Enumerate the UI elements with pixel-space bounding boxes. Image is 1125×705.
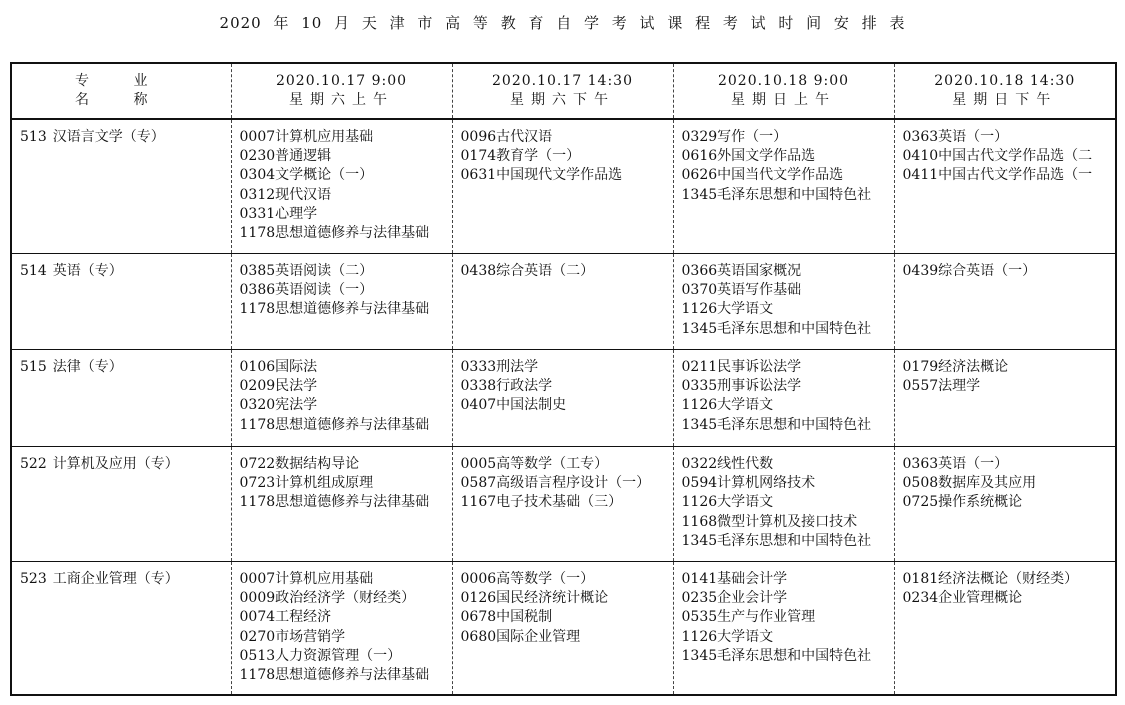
course-item: 0179经济法概论 bbox=[902, 359, 1009, 375]
header-major-line2: 名 称 bbox=[75, 92, 168, 108]
course-item: 0366英语国家概况 bbox=[681, 263, 802, 279]
table-row bbox=[11, 447, 1116, 562]
session-cell bbox=[452, 119, 673, 254]
major-name: 英语（专） bbox=[52, 263, 123, 279]
course-item: 0074工程经济 bbox=[239, 609, 332, 626]
course-item: 0407中国法制史 bbox=[460, 397, 567, 414]
major-code: 513 bbox=[20, 129, 47, 145]
session-time: 2020.10.18 14:30 bbox=[934, 73, 1076, 89]
course-item: 1345毛泽东思想和中国特色社 bbox=[681, 416, 872, 433]
course-item: 0513人力资源管理（一） bbox=[239, 647, 402, 664]
course-item: 0439综合英语（一） bbox=[902, 263, 1037, 279]
course-list bbox=[453, 120, 673, 186]
course-item: 0333刑法学 bbox=[460, 359, 539, 375]
course-item: 0181经济法概论（财经类） bbox=[902, 571, 1079, 587]
course-item: 0557法理学 bbox=[902, 378, 981, 395]
course-list bbox=[895, 254, 1116, 281]
course-list bbox=[453, 254, 673, 281]
course-item: 1345毛泽东思想和中国特色社 bbox=[681, 320, 872, 337]
course-list bbox=[674, 447, 894, 551]
course-item: 0725操作系统概论 bbox=[902, 494, 1023, 511]
course-list bbox=[674, 120, 894, 205]
header-row bbox=[11, 63, 1116, 119]
session-cell bbox=[673, 447, 894, 562]
course-item: 1178思想道德修养与法律基础 bbox=[239, 494, 430, 511]
course-item: 1178思想道德修养与法律基础 bbox=[239, 416, 430, 433]
session-cell bbox=[673, 562, 894, 696]
course-item: 1178思想道德修养与法律基础 bbox=[239, 667, 430, 684]
header-session-4 bbox=[894, 63, 1116, 119]
course-item: 0329写作（一） bbox=[681, 129, 788, 145]
course-list bbox=[895, 447, 1116, 513]
course-list bbox=[232, 254, 452, 320]
course-list bbox=[232, 120, 452, 243]
course-list bbox=[453, 447, 673, 513]
session-cell bbox=[452, 447, 673, 562]
session-time: 2020.10.17 14:30 bbox=[492, 73, 633, 89]
table-row bbox=[11, 254, 1116, 350]
major-cell bbox=[11, 350, 231, 447]
course-item: 1178思想道德修养与法律基础 bbox=[239, 301, 430, 318]
header-major-line1: 专 业 bbox=[75, 73, 168, 89]
course-item: 0126国民经济统计概论 bbox=[460, 590, 609, 607]
course-item: 1345毛泽东思想和中国特色社 bbox=[681, 647, 872, 664]
session-cell bbox=[231, 447, 452, 562]
course-item: 1126大学语文 bbox=[681, 301, 774, 318]
major-cell bbox=[11, 562, 231, 696]
course-item: 0385英语阅读（二） bbox=[239, 263, 374, 279]
session-cell bbox=[452, 350, 673, 447]
course-item: 0235企业会计学 bbox=[681, 590, 788, 607]
course-item: 0230普通逻辑 bbox=[239, 148, 332, 165]
session-cell bbox=[452, 562, 673, 696]
major-label bbox=[12, 120, 231, 147]
course-item: 0370英语写作基础 bbox=[681, 282, 802, 299]
session-cell bbox=[673, 254, 894, 350]
course-item: 0338行政法学 bbox=[460, 378, 553, 395]
course-item: 0411中国古代文学作品选（一 bbox=[902, 167, 1093, 184]
major-name: 工商企业管理（专） bbox=[52, 571, 179, 587]
course-item: 1126大学语文 bbox=[681, 628, 774, 645]
session-cell bbox=[894, 447, 1116, 562]
course-item: 0631中国现代文学作品选 bbox=[460, 167, 623, 184]
header-session-2 bbox=[452, 63, 673, 119]
course-item: 0270市场营销学 bbox=[239, 628, 346, 645]
course-item: 0322线性代数 bbox=[681, 456, 774, 472]
course-item: 1345毛泽东思想和中国特色社 bbox=[681, 186, 872, 203]
session-time: 2020.10.17 9:00 bbox=[275, 73, 408, 89]
course-item: 0312现代汉语 bbox=[239, 186, 332, 203]
session-cell bbox=[673, 119, 894, 254]
course-item: 1178思想道德修养与法律基础 bbox=[239, 225, 430, 242]
major-name: 法律（专） bbox=[52, 359, 123, 375]
session-cell bbox=[231, 350, 452, 447]
course-item: 0006高等数学（一） bbox=[460, 571, 595, 587]
session-cell bbox=[894, 119, 1116, 254]
course-item: 1168微型计算机及接口技术 bbox=[681, 513, 858, 530]
course-item: 0363英语（一） bbox=[902, 129, 1009, 145]
course-item: 0234企业管理概论 bbox=[902, 590, 1023, 607]
session-time: 2020.10.18 9:00 bbox=[717, 73, 850, 89]
table-row bbox=[11, 119, 1116, 254]
session-cell bbox=[231, 119, 452, 254]
course-item: 0678中国税制 bbox=[460, 609, 553, 626]
major-label bbox=[12, 447, 231, 474]
course-list bbox=[232, 447, 452, 513]
course-item: 0335刑事诉讼法学 bbox=[681, 378, 802, 395]
course-list bbox=[895, 350, 1116, 396]
course-item: 0331心理学 bbox=[239, 205, 318, 222]
session-day: 星期日下午 bbox=[952, 92, 1058, 108]
course-item: 0535生产与作业管理 bbox=[681, 609, 816, 626]
course-item: 0363英语（一） bbox=[902, 456, 1009, 472]
course-list bbox=[895, 120, 1116, 186]
course-item: 0438综合英语（二） bbox=[460, 263, 595, 279]
table-row bbox=[11, 562, 1116, 696]
course-item: 0304文学概论（一） bbox=[239, 167, 374, 184]
course-item: 0007计算机应用基础 bbox=[239, 129, 374, 145]
course-item: 0680国际企业管理 bbox=[460, 628, 581, 645]
course-item: 0106国际法 bbox=[239, 359, 318, 375]
course-item: 1167电子技术基础（三） bbox=[460, 494, 623, 511]
major-label bbox=[12, 254, 231, 281]
major-code: 522 bbox=[20, 456, 47, 472]
major-label bbox=[12, 562, 231, 589]
session-cell bbox=[231, 562, 452, 696]
course-item: 0410中国古代文学作品选（二 bbox=[902, 148, 1093, 165]
session-cell bbox=[894, 254, 1116, 350]
major-cell bbox=[11, 447, 231, 562]
course-item: 0616外国文学作品选 bbox=[681, 148, 816, 165]
course-item: 0009政治经济学（财经类） bbox=[239, 590, 416, 607]
session-cell bbox=[894, 562, 1116, 696]
course-item: 0626中国当代文学作品选 bbox=[681, 167, 844, 184]
course-item: 0141基础会计学 bbox=[681, 571, 788, 587]
major-cell bbox=[11, 119, 231, 254]
course-item: 0594计算机网络技术 bbox=[681, 475, 816, 492]
exam-schedule-table bbox=[10, 62, 1117, 696]
course-list bbox=[674, 562, 894, 666]
course-item: 0174教育学（一） bbox=[460, 148, 581, 165]
course-item: 1345毛泽东思想和中国特色社 bbox=[681, 532, 872, 549]
major-cell bbox=[11, 254, 231, 350]
major-label bbox=[12, 350, 231, 377]
course-item: 0005高等数学（工专） bbox=[460, 456, 609, 472]
session-cell bbox=[894, 350, 1116, 447]
session-cell bbox=[231, 254, 452, 350]
major-code: 523 bbox=[20, 571, 47, 587]
course-list bbox=[232, 350, 452, 435]
major-name: 汉语言文学（专） bbox=[52, 129, 165, 145]
course-list bbox=[453, 562, 673, 647]
header-session-3 bbox=[673, 63, 894, 119]
major-code: 514 bbox=[20, 263, 47, 279]
session-day: 星期六下午 bbox=[510, 92, 615, 108]
course-list bbox=[453, 350, 673, 416]
course-item: 0320宪法学 bbox=[239, 397, 318, 414]
course-item: 0587高级语言程序设计（一） bbox=[460, 475, 651, 492]
course-list bbox=[895, 562, 1116, 608]
page-title: 2020 年 10 月 天 津 市 高 等 教 育 自 学 考 试 课 程 考 试 时 间 安 排 表 bbox=[219, 14, 906, 32]
major-code: 515 bbox=[20, 359, 47, 375]
course-item: 0211民事诉讼法学 bbox=[681, 359, 802, 375]
course-list bbox=[232, 562, 452, 685]
table-row bbox=[11, 350, 1116, 447]
session-day: 星期六上午 bbox=[289, 92, 394, 108]
course-list bbox=[674, 254, 894, 339]
course-item: 0209民法学 bbox=[239, 378, 318, 395]
header-session-1 bbox=[231, 63, 452, 119]
course-item: 0722数据结构导论 bbox=[239, 456, 360, 472]
course-item: 1126大学语文 bbox=[681, 494, 774, 511]
header-major bbox=[11, 63, 231, 119]
course-item: 0096古代汉语 bbox=[460, 129, 553, 145]
session-cell bbox=[452, 254, 673, 350]
schedule-body bbox=[11, 119, 1116, 695]
course-item: 0386英语阅读（一） bbox=[239, 282, 374, 299]
session-day: 星期日上午 bbox=[731, 92, 836, 108]
course-item: 1126大学语文 bbox=[681, 397, 774, 414]
major-name: 计算机及应用（专） bbox=[52, 456, 179, 472]
course-list bbox=[674, 350, 894, 435]
course-item: 0508数据库及其应用 bbox=[902, 475, 1037, 492]
session-cell bbox=[673, 350, 894, 447]
course-item: 0007计算机应用基础 bbox=[239, 571, 374, 587]
course-item: 0723计算机组成原理 bbox=[239, 475, 374, 492]
